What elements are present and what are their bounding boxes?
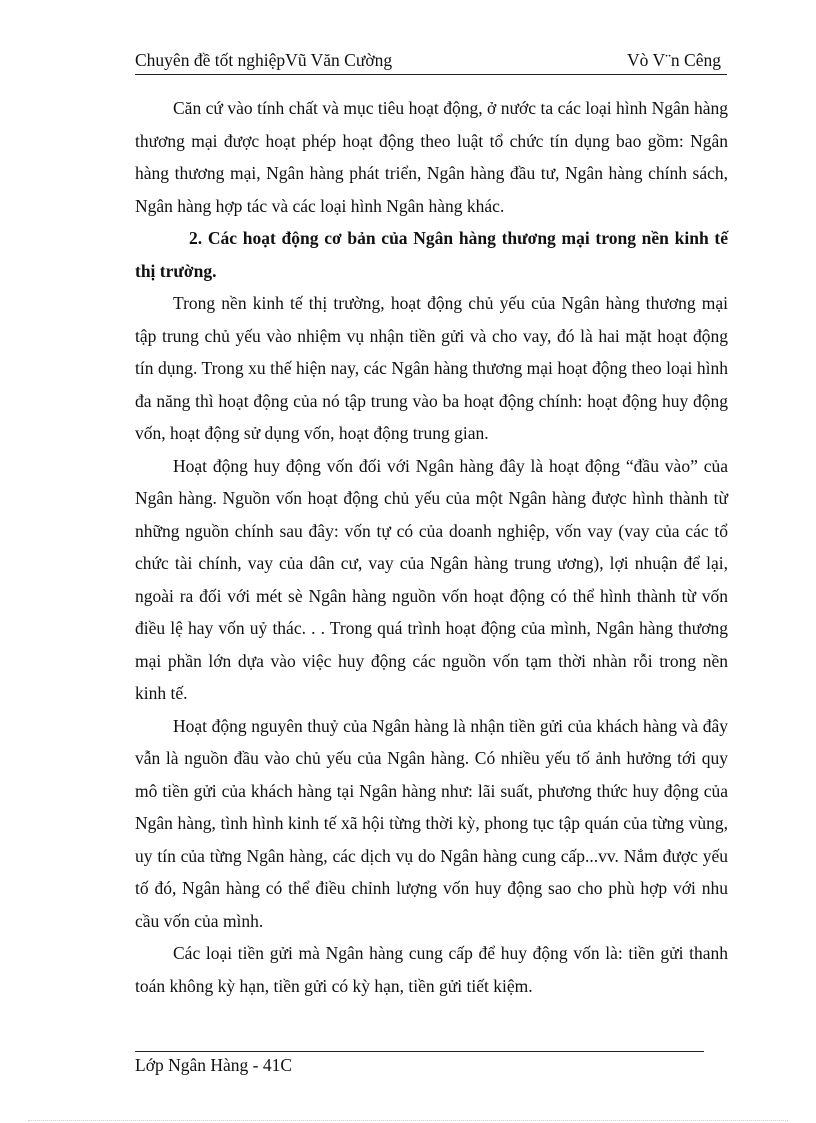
paragraph: Các loại tiền gửi mà Ngân hàng cung cấp để huy động vốn là: tiền gửi thanh toán không kỳ hạn, tiền gửi có kỳ hạn, tiền gửi tiết kiệm. [135, 943, 728, 996]
document-body [135, 92, 728, 1002]
header-left-text: Chuyên đề tốt nghiệpVũ Văn Cường [135, 50, 393, 70]
page-bottom-dotted-line [28, 1120, 788, 1121]
paragraph: Hoạt động huy động vốn đối với Ngân hàng đây là hoạt động “đầu vào” của Ngân hàng. Nguồn vốn hoạt động chủ yếu của một Ngân hàng được hình thành từ những nguồn chính sau đây: vốn tự có của doanh nghiệp, vốn vay (vay của các tổ chức tài chính, vay của dân cư, vay của Ngân hàng trung ương), lợi nhuận để lại, ngoài ra đối với mét sè Ngân hàng nguồn vốn hoạt động có thể hình thành từ vốn điều lệ hay vốn uỷ thác. . . Trong quá trình hoạt động của mình, Ngân hàng thương mại phần lớn dựa vào việc huy động các nguồn vốn tạm thời nhàn rỗi trong nền kinh tế. [135, 455, 728, 703]
paragraph: Trong nền kinh tế thị trường, hoạt động chủ yếu của Ngân hàng thương mại tập trung chủ yếu vào nhiệm vụ nhận tiền gửi và cho vay, đó là hai mặt hoạt động tín dụng. Trong xu thế hiện nay, các Ngân hàng thương mại hoạt động theo loại hình đa năng thì hoạt động của nó tập trung vào ba hoạt động chính: hoạt động huy động vốn, hoạt động sử dụng vốn, hoạt động trung gian. [135, 293, 728, 443]
page-footer: Lớp Ngân Hàng - 41C [135, 1055, 293, 1075]
paragraph: Căn cứ vào tính chất và mục tiêu hoạt động, ở nước ta các loại hình Ngân hàng thương mại được hoạt phép hoạt động theo luật tổ chức tín dụng bao gồm: Ngân hàng thương mại, Ngân hàng phát triển, Ngân hàng đầu tư, Ngân hàng chính sách, Ngân hàng hợp tác và các loại hình Ngân hàng khác. [135, 98, 728, 216]
section-heading: 2. Các hoạt động cơ bản của Ngân hàng thương mại trong nền kinh tế thị trường. [135, 228, 728, 281]
header-right-text: Vò V¨n Cêng [627, 50, 721, 70]
page-header [135, 48, 727, 75]
footer-divider [135, 1051, 704, 1052]
paragraph: Hoạt động nguyên thuỷ của Ngân hàng là nhận tiền gửi của khách hàng và đây vẫn là nguồn đầu vào chủ yếu của Ngân hàng. Có nhiều yếu tố ảnh hưởng tới quy mô tiền gửi của khách hàng tại Ngân hàng như: lãi suất, phương thức huy động của Ngân hàng, tình hình kinh tế xã hội từng thời kỳ, phong tục tập quán của từng vùng, uy tín của từng Ngân hàng, các dịch vụ do Ngân hàng cung cấp...vv. Nắm được yếu tố đó, Ngân hàng có thể điều chỉnh lượng vốn huy động sao cho phù hợp với nhu cầu vốn của mình. [135, 715, 728, 931]
